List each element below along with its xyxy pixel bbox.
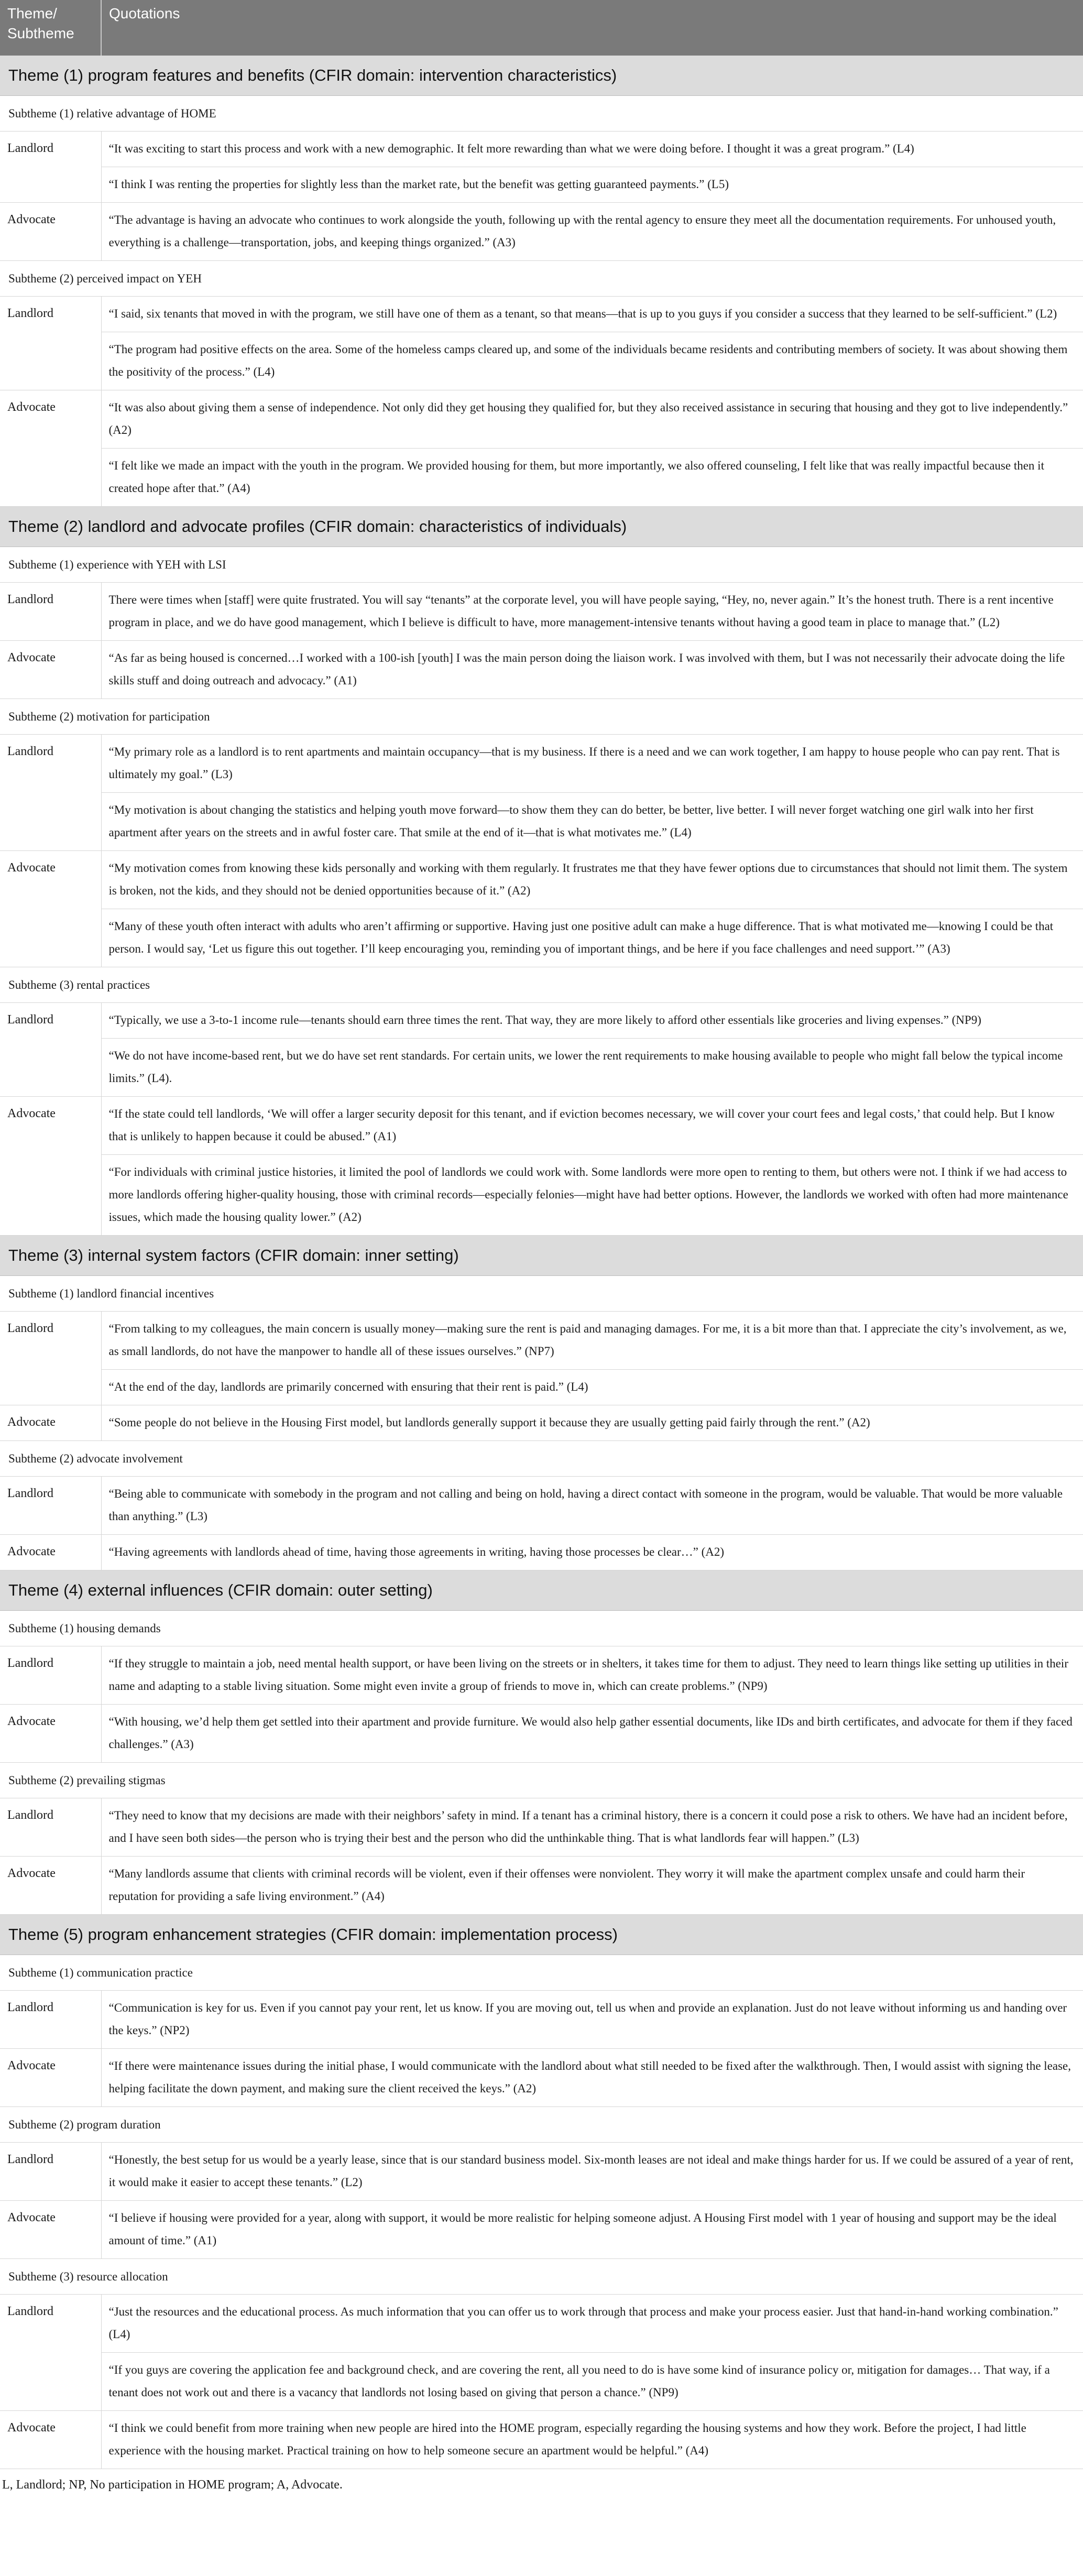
quotation-text: “My primary role as a landlord is to rent apartments and maintain occupancy—that is my business. If there is a need and we can work together, I am happy to house people who can pay rent. That is ultimately my goal.” (L3) (101, 735, 1083, 793)
header-row (0, 0, 1083, 56)
subtheme-row (0, 96, 1083, 132)
respondent-role: Advocate (0, 390, 101, 507)
quotation-text: “I think we could benefit from more training when new people are hired into the HOME program, especially regarding the housing systems and how they work. Before the project, I had little experience with the housing market. Practical training on how to help someone secure an apartment would be helpful.” (A4) (101, 2411, 1083, 2469)
table-row (0, 1003, 1083, 1039)
subtheme-row (0, 2259, 1083, 2295)
quotation-text: “Many of these youth often interact with adults who aren’t affirming or supportive. Having just one positive adult can make a huge difference. That is what motivated me—knowing I could be that person. I would say, ‘Let us figure this out together. I’ll keep encouraging you, reminding you of important things, and be here if you face challenges and need support.’” (A3) (101, 909, 1083, 967)
table-row (0, 1477, 1083, 1535)
quotation-text: “The advantage is having an advocate who continues to work alongside the youth, following up with the rental agency to ensure they meet all the documentation requirements. For unhoused youth, everything is a challenge—transportation, jobs, and keeping things organized.” (A3) (101, 203, 1083, 261)
table-body (0, 56, 1083, 2469)
quotation-text: “It was also about giving them a sense of independence. Not only did they get housing they qualified for, but they also received assistance in securing that housing and they got to live independently.” (A2) (101, 390, 1083, 449)
subtheme-heading: Subtheme (2) advocate involvement (0, 1441, 1083, 1477)
table-row (0, 1405, 1083, 1441)
quotation-text: “It was exciting to start this process and work with a new demographic. It felt more rewarding than what we were doing before. I thought it was a great program.” (L4) (101, 132, 1083, 167)
quotation-text: “I felt like we made an impact with the youth in the program. We provided housing for them, but more importantly, we also offered counseling, I felt like that was really impactful because then it created hope after that.” (A4) (101, 449, 1083, 507)
quotation-text: “I think I was renting the properties for slightly less than the market rate, but the benefit was getting guaranteed payments.” (L5) (101, 167, 1083, 203)
table-row (0, 167, 1083, 203)
respondent-role: Advocate (0, 2049, 101, 2107)
table-row (0, 793, 1083, 851)
table-row (0, 1857, 1083, 1915)
table-row (0, 132, 1083, 167)
table-row (0, 2295, 1083, 2353)
respondent-role: Advocate (0, 641, 101, 699)
quotation-text: “Just the resources and the educational process. As much information that you can offer us to work through that process and make your process easier. Just that hand-in-hand working combination.” (L4) (101, 2295, 1083, 2353)
subtheme-row (0, 547, 1083, 583)
quotation-text: “At the end of the day, landlords are primarily concerned with ensuring that their rent is paid.” (L4) (101, 1370, 1083, 1405)
subtheme-heading: Subtheme (1) experience with YEH with LSI (0, 547, 1083, 583)
table-row (0, 583, 1083, 641)
respondent-role: Landlord (0, 1003, 101, 1097)
respondent-role: Advocate (0, 1405, 101, 1441)
subtheme-row (0, 1955, 1083, 1991)
respondent-role: Landlord (0, 1798, 101, 1857)
subtheme-heading: Subtheme (1) housing demands (0, 1611, 1083, 1646)
table-row (0, 2049, 1083, 2107)
table-row (0, 2411, 1083, 2469)
table-row (0, 641, 1083, 699)
quotation-text: “As far as being housed is concerned…I worked with a 100-ish [youth] I was the main person doing the liaison work. I was involved with them, but I was not necessarily their advocate doing the life skills stuff and doing outreach and advocacy.” (A1) (101, 641, 1083, 699)
table-row (0, 909, 1083, 967)
quotation-text: “My motivation is about changing the statistics and helping youth move forward—to show them they can do better, be better, live better. I will never forget watching one girl walk into her first apartment after years on the streets and in awful foster care. That smile at the end of it—that is what motivates me.” (L4) (101, 793, 1083, 851)
theme-heading: Theme (1) program features and benefits (CFIR domain: intervention characteristics) (0, 56, 1083, 96)
respondent-role: Landlord (0, 2143, 101, 2201)
theme-heading: Theme (2) landlord and advocate profiles (CFIR domain: characteristics of individuals) (0, 507, 1083, 547)
respondent-role: Landlord (0, 1312, 101, 1405)
table-row (0, 2143, 1083, 2201)
quotation-text: “For individuals with criminal justice histories, it limited the pool of landlords we could work with. Some landlords were more open to renting to them, but others were not. I think if we had access to more landlords offering higher-quality housing, those with criminal records—especially felonies—might have had better options. However, the landlords we worked with often had more maintenance issues, which made the housing quality lower.” (A2) (101, 1155, 1083, 1236)
table-row (0, 1312, 1083, 1370)
table-row (0, 1039, 1083, 1097)
respondent-role: Advocate (0, 1857, 101, 1915)
respondent-role: Landlord (0, 1991, 101, 2049)
table-row (0, 1705, 1083, 1763)
respondent-role: Advocate (0, 203, 101, 261)
theme-row (0, 1236, 1083, 1276)
respondent-role: Landlord (0, 583, 101, 641)
table-footnote: L, Landlord; NP, No participation in HOME program; A, Advocate. (2, 2478, 343, 2492)
subtheme-heading: Subtheme (2) perceived impact on YEH (0, 261, 1083, 297)
quotation-text: “If you guys are covering the application fee and background check, and are covering the rent, all you need to do is have some kind of insurance policy or, mitigation for damages… That way, if a tenant does not work out and there is a vacancy that landlords not losing based on giving that person a chance.” (NP9) (101, 2353, 1083, 2411)
quotation-text: There were times when [staff] were quite frustrated. You will say “tenants” at the corporate level, you will have people saying, “Hey, no, never again.” It’s the honest truth. There is a rent incentive program in place, and we do have good management, which I believe is difficult to have, more management-intensive tenants without having a good team in place to manage that.” (L2) (101, 583, 1083, 641)
table-row (0, 1370, 1083, 1405)
quotation-text: “Typically, we use a 3-to-1 income rule—tenants should earn three times the rent. That way, they are more likely to afford other essentials like groceries and living expenses.” (NP9) (101, 1003, 1083, 1039)
subtheme-row (0, 1763, 1083, 1798)
quotation-text: “Honestly, the best setup for us would be a yearly lease, since that is our standard business model. Six-month leases are not ideal and make things harder for us. If we could be assured of a year of rent, it would make it easier to accept these tenants.” (L2) (101, 2143, 1083, 2201)
subtheme-row (0, 261, 1083, 297)
respondent-role: Advocate (0, 1097, 101, 1236)
quotation-text: “I believe if housing were provided for a year, along with support, it would be more realistic for helping someone adjust. A Housing First model with 1 year of housing and support may be the ideal amount of time.” (A1) (101, 2201, 1083, 2259)
theme-heading: Theme (4) external influences (CFIR domain: outer setting) (0, 1570, 1083, 1611)
theme-row (0, 507, 1083, 547)
theme-row (0, 56, 1083, 96)
quotation-text: “Being able to communicate with somebody in the program and not calling and being on hold, having a direct contact with someone in the program, would be valuable. That would be more valuable than anything.” (L3) (101, 1477, 1083, 1535)
table-row (0, 1155, 1083, 1236)
header-theme-subtheme: Theme/ Subtheme (0, 0, 101, 56)
subtheme-heading: Subtheme (1) landlord financial incentives (0, 1276, 1083, 1312)
quotation-text: “With housing, we’d help them get settled into their apartment and provide furniture. We would also help gather essential documents, like IDs and birth certificates, and advocate for them if they faced challenges.” (A3) (101, 1705, 1083, 1763)
quotation-text: “Some people do not believe in the Housing First model, but landlords generally support it because they are usually getting paid fairly through the rent.” (A2) (101, 1405, 1083, 1441)
table-row (0, 297, 1083, 332)
subtheme-heading: Subtheme (2) prevailing stigmas (0, 1763, 1083, 1798)
quotation-text: “They need to know that my decisions are made with their neighbors’ safety in mind. If a tenant has a criminal history, there is a concern it could pose a risk to others. We have had an incident before, and I have seen both sides—the person who is trying their best and the person who did the unthinkable thing. That is what landlords fear will happen.” (L3) (101, 1798, 1083, 1857)
respondent-role: Landlord (0, 1646, 101, 1705)
quotation-text: “If the state could tell landlords, ‘We will offer a larger security deposit for this tenant, and if eviction becomes necessary, we will cover your court fees and legal costs,’ that could help. But I know that is unlikely to happen because it could be abused.” (A1) (101, 1097, 1083, 1155)
respondent-role: Landlord (0, 132, 101, 203)
theme-row (0, 1915, 1083, 1955)
subtheme-row (0, 967, 1083, 1003)
theme-heading: Theme (5) program enhancement strategies (CFIR domain: implementation process) (0, 1915, 1083, 1955)
quotation-text: “If they struggle to maintain a job, need mental health support, or have been living on the streets or in shelters, it takes time for them to adjust. They need to learn things like setting up utilities in their name and adapting to a stable living situation. Some might even invite a group of friends to move in, which can create problems.” (NP9) (101, 1646, 1083, 1705)
subtheme-heading: Subtheme (1) relative advantage of HOME (0, 96, 1083, 132)
table-row (0, 1097, 1083, 1155)
quotation-text: “Many landlords assume that clients with criminal records will be violent, even if their offenses were nonviolent. They worry it will make the apartment complex unsafe and could harm their reputation for providing a safe living environment.” (A4) (101, 1857, 1083, 1915)
respondent-role: Advocate (0, 1705, 101, 1763)
table-row (0, 203, 1083, 261)
respondent-role: Advocate (0, 851, 101, 967)
table-row (0, 1991, 1083, 2049)
subtheme-heading: Subtheme (3) resource allocation (0, 2259, 1083, 2295)
subtheme-row (0, 1276, 1083, 1312)
subtheme-row (0, 699, 1083, 735)
respondent-role: Landlord (0, 2295, 101, 2411)
respondent-role: Advocate (0, 2411, 101, 2469)
quotation-text: “If there were maintenance issues during the initial phase, I would communicate with the landlord about what still needed to be fixed after the walkthrough. Then, I would assist with signing the lease, helping facilitate the down payment, and making sure the client received the keys.” (A2) (101, 2049, 1083, 2107)
subtheme-heading: Subtheme (1) communication practice (0, 1955, 1083, 1991)
table-header (0, 0, 1083, 56)
table-row (0, 735, 1083, 793)
subtheme-heading: Subtheme (2) program duration (0, 2107, 1083, 2143)
quotation-text: “Communication is key for us. Even if you cannot pay your rent, let us know. If you are moving out, tell us when and provide an explanation. Just do not leave without informing us and handing over the keys.” (NP2) (101, 1991, 1083, 2049)
table-row (0, 449, 1083, 507)
quotation-text: “From talking to my colleagues, the main concern is usually money—making sure the rent is paid and managing damages. For me, it is a bit more than that. I appreciate the city’s involvement, as we, as small landlords, do not have the manpower to handle all of these issues ourselves.” (NP7) (101, 1312, 1083, 1370)
respondent-role: Landlord (0, 1477, 101, 1535)
respondent-role: Landlord (0, 735, 101, 851)
respondent-role: Advocate (0, 2201, 101, 2259)
table-row (0, 390, 1083, 449)
quotation-text: “Having agreements with landlords ahead of time, having those agreements in writing, having those processes be clear…” (A2) (101, 1535, 1083, 1570)
quotation-text: “My motivation comes from knowing these kids personally and working with them regularly. It frustrates me that they have fewer options due to circumstances that should not limit them. The system is broken, not the kids, and they should not be denied opportunities because of it.” (A2) (101, 851, 1083, 909)
respondent-role: Landlord (0, 297, 101, 390)
subtheme-heading: Subtheme (2) motivation for participation (0, 699, 1083, 735)
table-row (0, 2201, 1083, 2259)
header-quotations: Quotations (101, 0, 1083, 56)
table-row (0, 851, 1083, 909)
table-row (0, 1798, 1083, 1857)
quotation-text: “We do not have income-based rent, but we do have set rent standards. For certain units, we lower the rent requirements to make housing available to people who might fall below the typical income limits.” (L4). (101, 1039, 1083, 1097)
table-row (0, 1535, 1083, 1570)
quotation-text: “I said, six tenants that moved in with the program, we still have one of them as a tenant, so that means—that is up to you guys if you consider a success that they learned to be self-sufficient.” (L2) (101, 297, 1083, 332)
quotation-text: “The program had positive effects on the area. Some of the homeless camps cleared up, and some of the individuals became residents and contributing members of society. It was about showing them the positivity of the process.” (L4) (101, 332, 1083, 390)
subtheme-row (0, 1611, 1083, 1646)
respondent-role: Advocate (0, 1535, 101, 1570)
subtheme-heading: Subtheme (3) rental practices (0, 967, 1083, 1003)
theme-heading: Theme (3) internal system factors (CFIR domain: inner setting) (0, 1236, 1083, 1276)
table-row (0, 1646, 1083, 1705)
subtheme-row (0, 1441, 1083, 1477)
table-row (0, 332, 1083, 390)
theme-row (0, 1570, 1083, 1611)
subtheme-row (0, 2107, 1083, 2143)
table-row (0, 2353, 1083, 2411)
